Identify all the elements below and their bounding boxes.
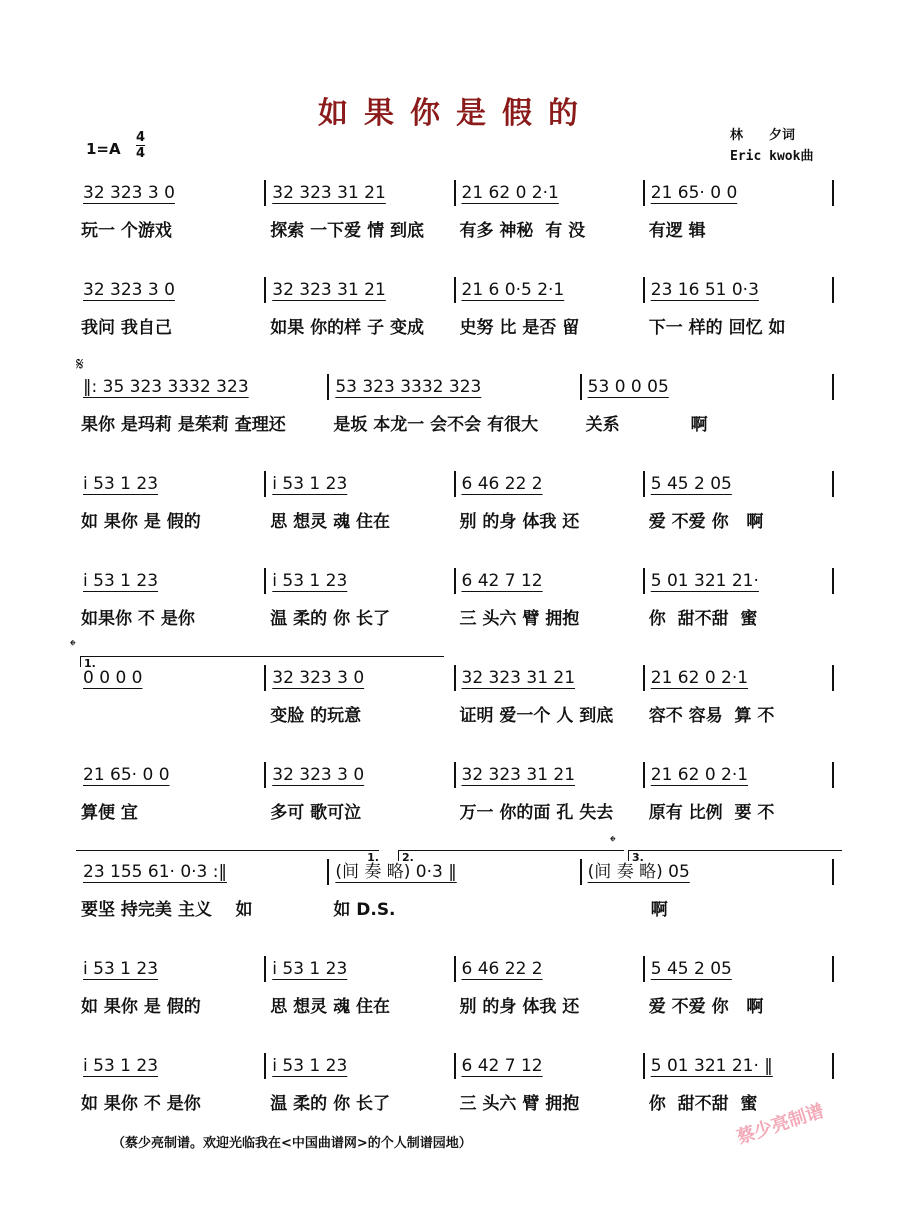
measure: i 53 1 23 <box>77 956 266 982</box>
measure: 6 46 22 2 <box>456 471 645 497</box>
score-row <box>77 956 834 1017</box>
measure: 5 01 321 21· <box>645 568 834 594</box>
lyric-segment <box>77 701 266 726</box>
lyric-segment: 原有 比例 要 不 <box>648 803 775 823</box>
lyric-segment: 算便 宜 <box>81 803 138 823</box>
score-row <box>77 762 834 823</box>
measure: 21 65· 0 0 <box>645 180 834 206</box>
lyric-segment: 关系 啊 <box>585 415 708 435</box>
lyrics-line <box>77 604 834 629</box>
lyrics-line <box>77 701 834 726</box>
time-top: 4 <box>136 130 146 145</box>
measure: 32 323 31 21 <box>456 665 645 691</box>
lyrics-line <box>77 216 834 241</box>
composer: Eric kwok曲 <box>730 149 814 164</box>
lyric-segment: 温 柔的 你 长了 <box>270 609 391 629</box>
lyrics-line <box>77 798 834 823</box>
lyric-segment: 如 果你 不 是你 <box>81 1094 201 1114</box>
measure: 0 0 0 0 <box>77 665 266 691</box>
measure: 32 323 3 0 <box>77 180 266 206</box>
song-title: 如果你是假的 <box>318 96 594 131</box>
measure: 32 323 3 0 <box>266 762 455 788</box>
lyric-segment: 有多 神秘 有 没 <box>459 221 586 241</box>
notes-line <box>77 374 834 400</box>
measure: 23 16 51 0·3 <box>645 277 834 303</box>
measure: 5 45 2 05 <box>645 956 834 982</box>
measure: 32 323 3 0 <box>77 277 266 303</box>
notes-line <box>77 859 834 885</box>
lyricist: 林 夕词 <box>730 128 796 143</box>
measure: 6 42 7 12 <box>456 568 645 594</box>
coda-icon-2: 𝄌 <box>610 832 616 851</box>
notes-line <box>77 568 834 594</box>
measure: i 53 1 23 <box>266 1053 455 1079</box>
lyric-segment: 如 果你 是 假的 <box>81 997 201 1017</box>
lyric-segment: 思 想灵 魂 住在 <box>270 997 391 1017</box>
lyric-segment: 如 果你 是 假的 <box>81 512 201 532</box>
score-row <box>77 568 834 629</box>
segno-icon: 𝄋 <box>76 354 84 375</box>
measure: 21 62 0 2·1 <box>645 665 834 691</box>
footer-note: （蔡少亮制谱。欢迎光临我在<中国曲谱网>的个人制谱园地） <box>112 1136 472 1151</box>
lyrics-line <box>77 507 834 532</box>
volta-3: 3. <box>628 850 842 861</box>
measure: i 53 1 23 <box>266 471 455 497</box>
lyric-segment: 有逻 辑 <box>648 221 706 241</box>
lyrics-line <box>77 992 834 1017</box>
lyric-segment: 证明 爱一个 人 到底 <box>459 706 614 726</box>
score-row <box>77 471 834 532</box>
lyric-segment: 变脸 的玩意 <box>270 706 362 726</box>
measure: 32 323 3 0 <box>266 665 455 691</box>
measure: 21 62 0 2·1 <box>645 762 834 788</box>
lyric-segment: 要坚 持完美 主义 如 <box>81 900 253 920</box>
time-bottom: 4 <box>136 146 146 161</box>
notes-line <box>77 762 834 788</box>
lyric-segment: 爱 不爱 你 啊 <box>648 997 764 1017</box>
lyric-segment: 果你 是玛莉 是茱莉 查理还 <box>81 415 286 435</box>
lyric-segment: 玩一 个游戏 <box>81 221 172 241</box>
measure: 23 155 61· 0·3 :‖ <box>77 859 329 885</box>
lyric-segment: 如果 你的样 子 变成 <box>270 318 425 338</box>
notes-line <box>77 180 834 206</box>
lyric-segment: 我问 我自己 <box>81 318 172 338</box>
measure: 53 323 3332 323 <box>329 374 581 400</box>
lyrics-line <box>77 313 834 338</box>
volta-1: 1. <box>80 656 444 667</box>
measure: 5 01 321 21· ‖ <box>645 1053 834 1079</box>
lyric-segment: 三 头六 臂 拥抱 <box>459 1094 580 1114</box>
notes-line <box>77 277 834 303</box>
score-row <box>77 180 834 241</box>
lyric-segment: 史努 比 是否 留 <box>459 318 580 338</box>
lyric-segment: 是坂 本龙一 会不会 有很大 <box>333 415 539 435</box>
lyric-segment: 三 头六 臂 拥抱 <box>459 609 580 629</box>
notes-line <box>77 665 834 691</box>
measure: 53 0 0 05 <box>582 374 834 400</box>
notes-line <box>77 956 834 982</box>
lyrics-line <box>77 895 834 920</box>
lyric-segment: 你 甜不甜 蜜 <box>648 1094 758 1114</box>
measure: i 53 1 23 <box>77 1053 266 1079</box>
notes-line <box>77 471 834 497</box>
lyric-segment: 如 D.S. <box>333 900 396 920</box>
measure: i 53 1 23 <box>77 471 266 497</box>
measure: (间 奏 略) 05 <box>582 859 834 885</box>
lyric-segment: 思 想灵 魂 住在 <box>270 512 391 532</box>
measure: 32 323 31 21 <box>266 180 455 206</box>
measure: 32 323 31 21 <box>456 762 645 788</box>
score-row <box>77 374 834 435</box>
lyric-segment: 容不 容易 算 不 <box>648 706 775 726</box>
measure: (间 奏 略) 0·3 ‖ <box>329 859 581 885</box>
lyric-segment: 别 的身 体我 还 <box>459 512 580 532</box>
watermark: 蔡少亮制谱 <box>734 1100 827 1149</box>
measure: 6 42 7 12 <box>456 1053 645 1079</box>
measure: i 53 1 23 <box>266 956 455 982</box>
measure: 6 46 22 2 <box>456 956 645 982</box>
volta-1-end: 1. <box>76 850 379 861</box>
measure: 21 6 0·5 2·1 <box>456 277 645 303</box>
score-row <box>77 859 834 920</box>
key-signature: 1=A <box>86 140 121 158</box>
measure: 32 323 31 21 <box>266 277 455 303</box>
lyrics-line <box>77 1089 834 1114</box>
measure: 21 65· 0 0 <box>77 762 266 788</box>
measure: 5 45 2 05 <box>645 471 834 497</box>
score-row <box>77 1053 834 1114</box>
score-row <box>77 665 834 726</box>
volta-2: 2. <box>398 850 624 861</box>
notes-line <box>77 1053 834 1079</box>
lyric-segment: 你 甜不甜 蜜 <box>648 609 758 629</box>
lyrics-line <box>77 410 834 435</box>
lyric-segment: 爱 不爱 你 啊 <box>648 512 764 532</box>
time-signature <box>136 130 145 161</box>
score-row <box>77 277 834 338</box>
lyric-segment: 万一 你的面 孔 失去 <box>459 803 614 823</box>
lyric-segment: 多可 歌可泣 <box>270 803 362 823</box>
coda-icon: 𝄌 <box>70 636 76 655</box>
lyric-segment: 下一 样的 回忆 如 <box>648 318 786 338</box>
lyric-segment: 别 的身 体我 还 <box>459 997 580 1017</box>
lyric-segment: 探索 一下爱 情 到底 <box>270 221 425 241</box>
measure: i 53 1 23 <box>77 568 266 594</box>
measure: 21 62 0 2·1 <box>456 180 645 206</box>
measure: i 53 1 23 <box>266 568 455 594</box>
lyric-segment: 如果你 不 是你 <box>81 609 195 629</box>
measure: ‖: 35 323 3332 323 <box>77 374 329 400</box>
lyric-segment: 温 柔的 你 长了 <box>270 1094 391 1114</box>
lyric-segment: 啊 <box>585 900 668 920</box>
